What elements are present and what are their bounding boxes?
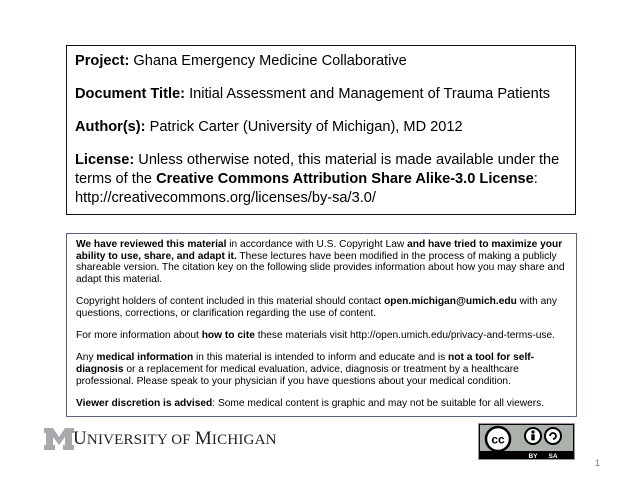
bold-text: Viewer discretion is advised [76,398,213,410]
project-label: Project: [75,53,130,69]
notice-paragraph-contact [76,296,568,319]
project-value: Ghana Emergency Medicine Collaborative [129,53,407,69]
text: Copyright holders of content included in this material should contact [76,296,385,308]
university-of-michigan-logo [44,428,277,450]
authors-label: Author(s): [75,119,146,135]
notice-paragraph-discretion [76,398,568,410]
notice-paragraph-medical [76,352,568,387]
header-info-box [66,45,576,215]
authors-value: Patrick Carter (University of Michigan), MD 2012 [145,119,463,135]
bold-text: how to cite [201,330,255,342]
cc-by-sa-badge [478,423,575,460]
notice-box [66,233,577,417]
license-text-end: : [533,171,538,187]
text: NIVERSITY OF [86,432,195,448]
letter: M [194,428,212,449]
text: with any questions, corrections, or clarification regarding the use of content. [76,296,558,320]
cc-icon [486,427,510,451]
text: For more information about [76,330,202,342]
text: ICHIGAN [211,432,277,448]
text: these materials visit http://open.umich.edu/privacy-and-terms-use. [254,330,555,342]
text: in this material is intended to inform and educate and is [193,352,449,364]
text: or a replacement for medical evaluation, advice, diagnosis or treatment by a healthcare professional. Please speak to your physician if you have questions about your medical condition. [76,364,519,387]
bold-text: not a tool for self-diagnosis [76,352,535,376]
page-number: 1 [595,458,601,468]
text: : Some medical content is graphic and may not be suitable for all viewers. [212,398,545,410]
doc-title-value: Initial Assessment and Management of Trauma Patients [185,86,551,102]
contact-email[interactable]: open.michigan@umich.edu [384,296,517,308]
document-title-line [75,85,567,104]
text: in accordance with U.S. Copyright Law [226,239,408,250]
bold-text: and have tried to maximize your ability to use, share, and adapt it. [76,239,563,262]
text: These lectures have been modified in the process of making a publicly shareable version. The citation key on the following slide provides information about how you may share and adapt this material. [76,250,565,286]
block-m-icon [44,428,74,450]
sa-label: SA [548,453,558,460]
license-text: Unless otherwise noted, this material is made available under the terms of the [75,152,560,187]
project-line [75,52,567,71]
text: Any [76,352,97,364]
cc-label: cc [491,432,505,447]
license-url[interactable]: http://creativecommons.org/licenses/by-sa/3.0/ [75,190,376,206]
license-name: Creative Commons Attribution Share Alike-3.0 License [156,171,534,187]
share-alike-icon [545,428,561,444]
notice-paragraph-review [76,239,568,286]
university-name [73,428,277,450]
bold-text: medical information [96,352,194,364]
doc-title-label: Document Title: [75,86,186,102]
bold-text: We have reviewed this material [76,239,227,250]
by-label: BY [528,453,538,460]
authors-line [75,118,567,137]
letter: U [73,428,87,449]
license-line [75,151,567,208]
notice-paragraph-cite [76,330,568,342]
attribution-icon [525,428,541,444]
license-label: License: [75,152,135,168]
